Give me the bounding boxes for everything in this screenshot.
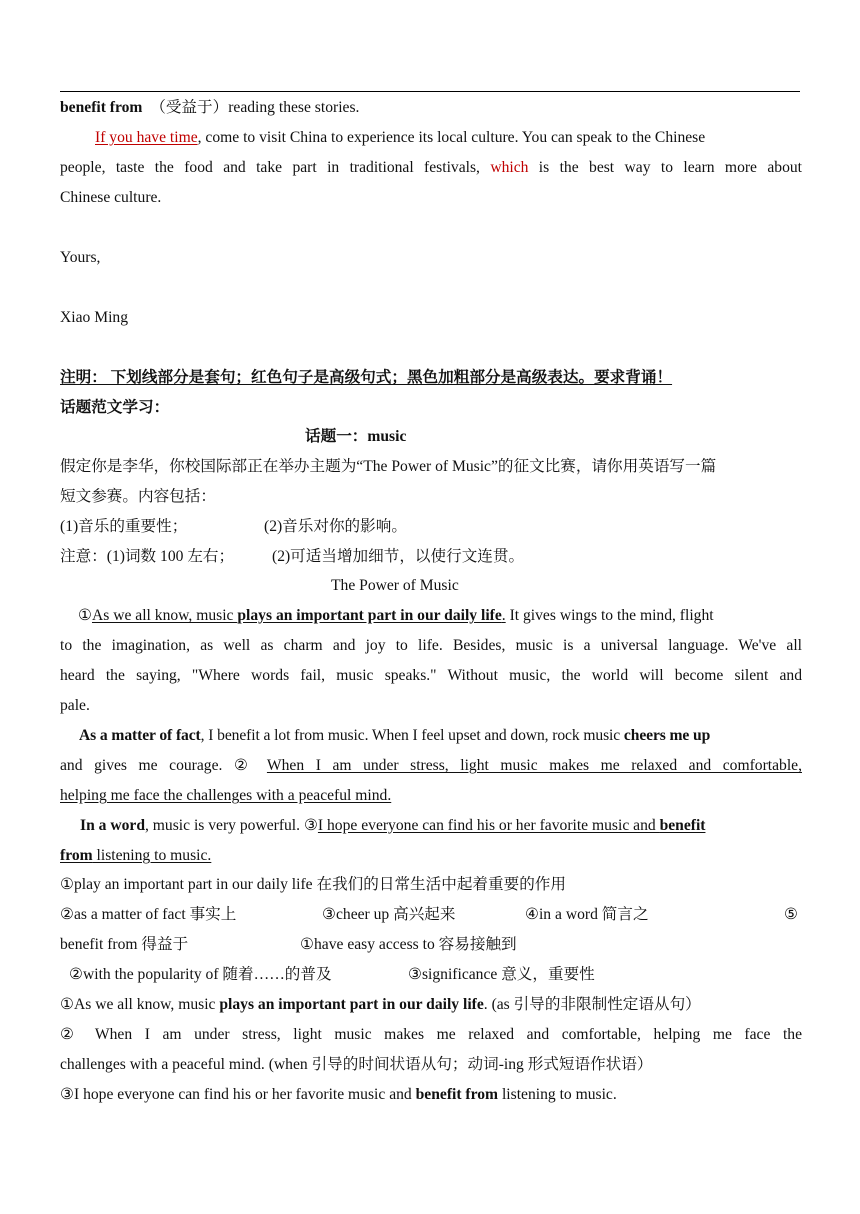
- essay-p2-line-3: [60, 786, 802, 806]
- task-line-1: 假定你是李华，你校国际部正在举办主题为“The Power of Music”的征文比赛，请你用英语写一篇: [60, 458, 717, 475]
- sentence-2-line-1: ② When I am under stress, light music makes me relaxed and comfortable, helping me face the: [60, 1026, 802, 1043]
- essay-p1-line-3: heard the saying, "Where words fail, music speaks." Without music, the world will become silent and: [60, 667, 802, 684]
- letter-line-1: [60, 98, 802, 118]
- text: . (as 引导的非限制性定语从句）: [483, 996, 701, 1013]
- essay-title: The Power of Music: [331, 577, 459, 594]
- text: ③I hope everyone can find his or her favorite music and: [60, 1086, 416, 1103]
- essay-p2-line-2: [60, 756, 802, 776]
- sentence-1: [60, 995, 802, 1015]
- red-sentence: If you have time: [95, 129, 198, 146]
- text: is the best way to learn more about: [528, 159, 802, 176]
- topic-title-text: 话题一：music: [305, 428, 407, 445]
- bold-phrase: plays an important part in our daily life: [219, 996, 484, 1013]
- text: .: [501, 607, 506, 624]
- topic-title: [305, 427, 406, 447]
- essay-p1-line-2: to the imagination, as well as charm and joy to life. Besides, music is a universal language. We've all: [60, 637, 802, 654]
- phrase-item: ①have easy access to 容易接触到: [300, 936, 517, 953]
- phrase-item: ③cheer up 高兴起来: [322, 906, 456, 923]
- essay-p1-line-4: pale.: [60, 697, 90, 714]
- text: It gives wings to the mind, flight: [505, 607, 714, 624]
- red-word: which: [490, 159, 529, 176]
- essay-p3-line-2: [60, 846, 802, 866]
- letter-line-3: [60, 158, 802, 178]
- bold-phrase: In a word: [80, 817, 145, 834]
- letter-signature: Xiao Ming: [60, 309, 129, 326]
- circled-number: ③: [303, 817, 318, 834]
- text: ①As we all know, music: [60, 996, 220, 1013]
- phrase-item: ③significance 意义，重要性: [408, 966, 595, 983]
- letter-closing: Yours,: [60, 249, 101, 266]
- letter-line-4: Chinese culture.: [60, 189, 162, 206]
- underlined-sentence: [60, 847, 211, 864]
- text: listening to music.: [498, 1086, 617, 1103]
- underlined-sentence: [318, 817, 706, 834]
- circled-number: ①: [78, 607, 92, 624]
- task-line-2: 短文参赛。内容包括：: [60, 488, 216, 505]
- text: （受益于）reading these stories.: [150, 99, 360, 116]
- bold-phrase: plays an important part in our daily life: [237, 607, 502, 624]
- bold-phrase: benefit: [659, 817, 706, 834]
- section-title: [60, 398, 802, 418]
- task-item-1: (1)音乐的重要性；: [60, 518, 188, 535]
- essay-p3-line-1: [80, 816, 802, 836]
- letter-line-2: [60, 128, 802, 148]
- underlined-sentence: When I am under stress, light music makes me relaxed and comfortable,: [266, 757, 802, 774]
- text: , music is very powerful.: [145, 817, 304, 834]
- section-title-text: 话题范文学习：: [60, 399, 170, 416]
- phrase-item: ②as a matter of fact 事实上: [60, 906, 237, 923]
- task-item-2: (2)音乐对你的影响。: [264, 518, 407, 535]
- note-text: 注明： 下划线部分是套句；红色句子是高级句式；黑色加粗部分是高级表达。要求背诵！: [60, 369, 673, 386]
- header-rule: [60, 91, 800, 92]
- text: As we all know, music: [91, 607, 238, 624]
- bold-phrase: cheers me up: [623, 727, 711, 744]
- task-line-3: [60, 517, 802, 537]
- underlined-sentence: [92, 607, 506, 624]
- essay-p1-line-1: [78, 606, 802, 626]
- task-note-1: 注意：(1)词数 100 左右；: [60, 548, 235, 565]
- task-note-2: (2)可适当增加细节，以使行文连贯。: [272, 548, 525, 565]
- phrase-item: ④in a word 简言之: [525, 906, 649, 923]
- essay-p2-line-1: [79, 726, 802, 746]
- underlined-sentence: helping me face the challenges with a peaceful mind.: [60, 787, 392, 804]
- note: [60, 368, 802, 388]
- text: , I benefit a lot from music. When I feel upset and down, rock music: [200, 727, 624, 744]
- bold-phrase: from: [60, 847, 93, 864]
- text: and gives me courage.: [60, 757, 234, 774]
- text: I hope everyone can find his or her favorite music and: [317, 817, 660, 834]
- sentence-2-line-2: challenges with a peaceful mind. (when 引导的时间状语从句；动词-ing 形式短语作状语）: [60, 1056, 653, 1073]
- phrase-item: ⑤: [784, 906, 798, 923]
- text: , come to visit China to experience its local culture. You can speak to the Chinese: [197, 129, 706, 146]
- circled-number: ②: [233, 757, 256, 774]
- bold-phrase: benefit from: [415, 1086, 499, 1103]
- phrase-item: benefit from 得益于: [60, 936, 189, 953]
- task-line-4: [60, 547, 802, 567]
- sentence-3: [60, 1085, 802, 1105]
- bold-phrase: benefit from: [60, 99, 143, 116]
- text: listening to music.: [92, 847, 212, 864]
- text: people, taste the food and take part in traditional festivals,: [60, 159, 491, 176]
- bold-phrase: As a matter of fact: [79, 727, 201, 744]
- phrase-line-1: ①play an important part in our daily life 在我们的日常生活中起着重要的作用: [60, 876, 566, 893]
- phrase-item: ②with the popularity of 随着……的普及: [69, 966, 332, 983]
